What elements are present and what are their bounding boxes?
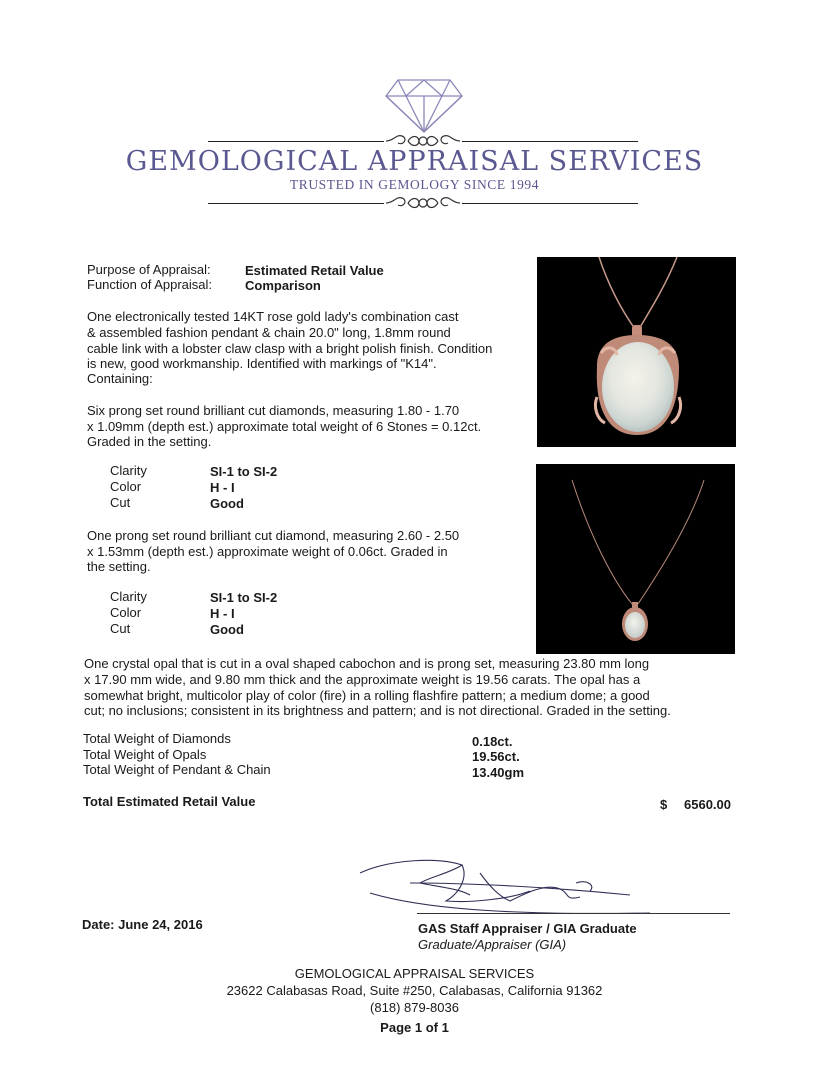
signature-line xyxy=(417,913,730,914)
total-label-diamonds: Total Weight of Diamonds xyxy=(83,731,231,746)
description-line: Containing: xyxy=(87,371,153,386)
header-rule xyxy=(208,141,384,142)
function-label: Function of Appraisal: xyxy=(87,277,213,292)
header-rule xyxy=(462,203,638,204)
description-line: cable link with a lobster claw clasp with a bright polish finish. Condition xyxy=(87,341,493,356)
grade-value-cut: Good xyxy=(210,622,244,637)
diamond-one-line: One prong set round brilliant cut diamond, measuring 2.60 - 2.50 xyxy=(87,528,460,543)
grade-value-color: H - I xyxy=(210,606,235,621)
grade-value-clarity: SI-1 to SI-2 xyxy=(210,590,278,605)
footer-company: GEMOLOGICAL APPRAISAL SERVICES xyxy=(294,966,535,981)
opal-line: One crystal opal that is cut in a oval shaped cabochon and is prong set, measuring 23.80 mm long xyxy=(84,656,650,671)
company-name: GEMOLOGICAL APPRAISAL SERVICES xyxy=(125,146,704,177)
pendant-chain-photo xyxy=(536,464,735,654)
appraisal-date: Date: June 24, 2016 xyxy=(82,917,203,932)
total-label-pendant: Total Weight of Pendant & Chain xyxy=(83,762,271,777)
footer-phone: (818) 879-8036 xyxy=(370,1000,459,1015)
grade-label-cut: Cut xyxy=(110,621,131,636)
appraiser-title: GAS Staff Appraiser / GIA Graduate xyxy=(418,921,637,936)
grade-label-clarity: Clarity xyxy=(110,589,147,604)
grade-label-color: Color xyxy=(110,479,142,494)
description-line: One electronically tested 14KT rose gold lady's combination cast xyxy=(87,309,459,324)
retail-value-amount: 6560.00 xyxy=(684,797,731,812)
pendant-closeup-photo xyxy=(537,257,736,447)
description-line: is new, good workmanship. Identified with markings of "K14". xyxy=(87,356,437,371)
header-rule xyxy=(208,203,384,204)
diamonds-six-line: Graded in the setting. xyxy=(87,434,212,449)
currency-symbol: $ xyxy=(660,797,668,812)
opal-line: somewhat bright, multicolor play of color (fire) in a rolling flashfire pattern; a medium dome; a good xyxy=(84,688,650,703)
diamond-one-line: the setting. xyxy=(87,559,151,574)
description-line: & assembled fashion pendant & chain 20.0" long, 1.8mm round xyxy=(87,325,451,340)
grade-value-clarity: SI-1 to SI-2 xyxy=(210,464,278,479)
diamond-one-line: x 1.53mm (depth est.) approximate weight of 0.06ct. Graded in xyxy=(87,544,448,559)
total-value-pendant: 13.40gm xyxy=(472,765,525,780)
tagline: TRUSTED IN GEMOLOGY SINCE 1994 xyxy=(289,177,540,192)
page-number: Page 1 of 1 xyxy=(380,1020,449,1035)
grade-label-cut: Cut xyxy=(110,495,131,510)
diamonds-six-line: Six prong set round brilliant cut diamonds, measuring 1.80 - 1.70 xyxy=(87,403,460,418)
function-value: Comparison xyxy=(245,278,321,293)
total-label-opals: Total Weight of Opals xyxy=(83,747,207,762)
opal-line: cut; no inclusions; consistent in its brightness and pattern; and is not directional. Graded in the setting. xyxy=(84,703,671,718)
purpose-label: Purpose of Appraisal: xyxy=(87,262,211,277)
footer-address: 23622 Calabasas Road, Suite #250, Calabasas, California 91362 xyxy=(226,983,603,998)
total-value-diamonds: 0.18ct. xyxy=(472,734,513,749)
retail-value-label: Total Estimated Retail Value xyxy=(83,794,256,809)
diamonds-six-line: x 1.09mm (depth est.) approximate total weight of 6 Stones = 0.12ct. xyxy=(87,419,482,434)
purpose-value: Estimated Retail Value xyxy=(245,263,384,278)
grade-value-color: H - I xyxy=(210,480,235,495)
diamond-icon xyxy=(384,76,464,134)
appraiser-subtitle: Graduate/Appraiser (GIA) xyxy=(418,937,567,952)
ornament-icon xyxy=(384,192,462,214)
total-value-opals: 19.56ct. xyxy=(472,749,520,764)
grade-label-clarity: Clarity xyxy=(110,463,147,478)
header-rule xyxy=(462,141,638,142)
grade-value-cut: Good xyxy=(210,496,244,511)
opal-line: x 17.90 mm wide, and 9.80 mm thick and the approximate weight is 19.56 carats. The opal has a xyxy=(84,672,641,687)
grade-label-color: Color xyxy=(110,605,142,620)
